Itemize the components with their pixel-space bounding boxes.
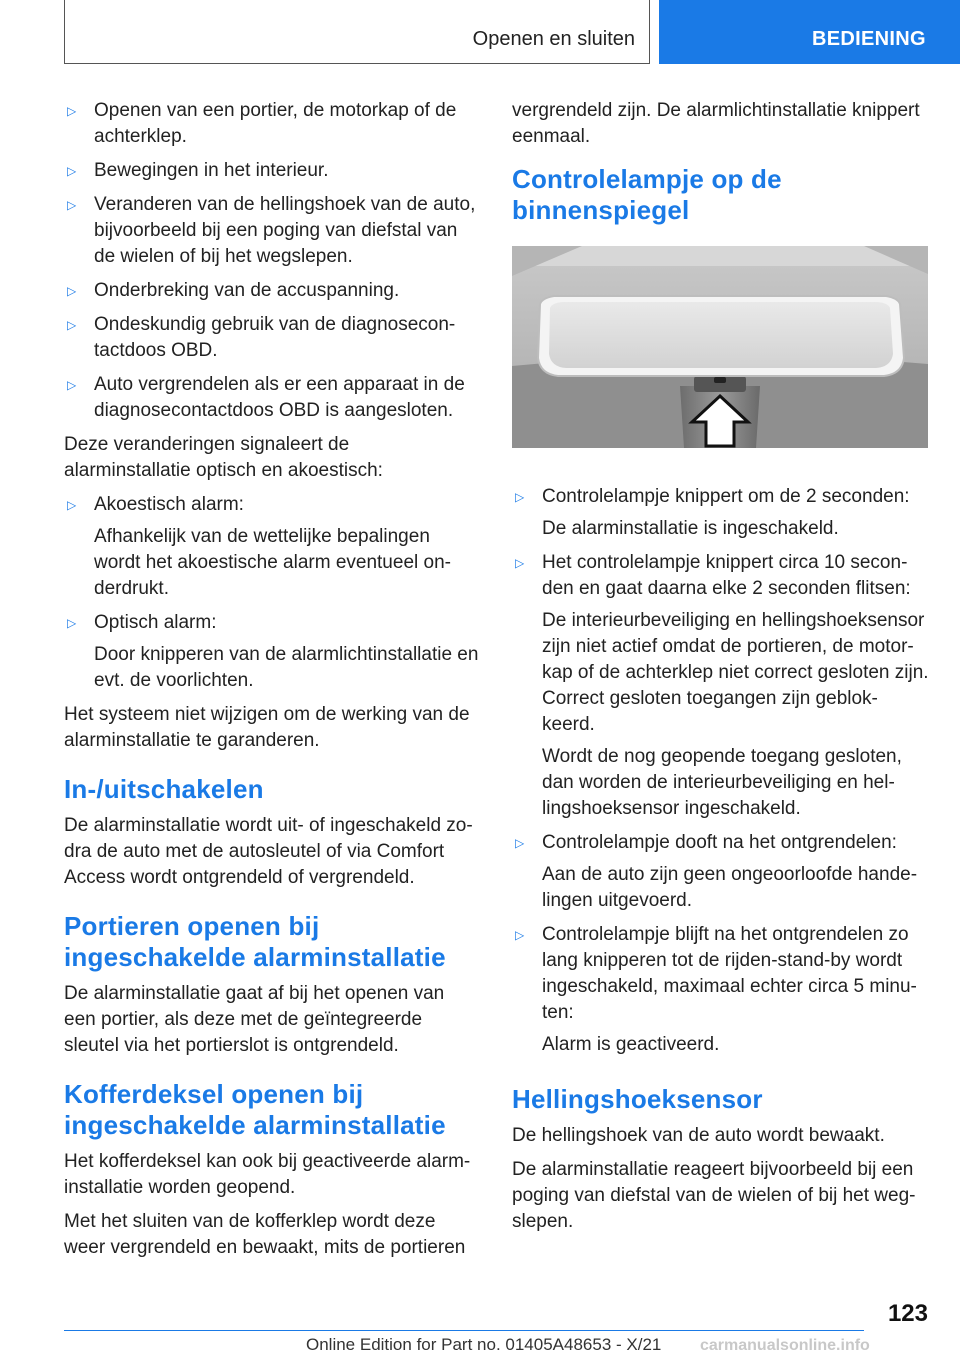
triangle-bullet-icon: ▷: [67, 498, 77, 512]
watermark: carmanualsonline.info: [700, 1337, 870, 1354]
triangle-bullet-icon: ▷: [67, 284, 77, 298]
mirror-illustration: [512, 246, 928, 448]
triangle-bullet-icon: ▷: [67, 198, 77, 212]
list-item: [64, 278, 480, 304]
list-item-detail: De interieurbeveiliging en hellingshoeksensor zijn niet actief omdat de portieren, de motor-kap of de achterklep niet correct gesloten zijn. Correct gesloten toegangen zijn geblok-keerd.: [542, 610, 929, 735]
paragraph: vergrendeld zijn. De alarmlichtinstallatie knippert eenmaal.: [512, 100, 920, 147]
triangle-bullet-icon: ▷: [67, 164, 77, 178]
paragraph: Met het sluiten van de kofferklep wordt deze weer vergrendeld en bewaakt, mits de portieren: [64, 1211, 466, 1258]
paragraph: De alarminstallatie wordt uit- of ingeschakeld zo-dra de auto met de autosleutel of via Comfort Access wordt ontgrendeld of vergrendeld.: [64, 815, 473, 888]
list-item-text: Onderbreking van de accuspanning.: [94, 280, 400, 301]
list-item-detail: Door knipperen van de alarmlichtinstallatie en evt. de voorlichten.: [94, 644, 479, 691]
triangle-bullet-icon: ▷: [67, 378, 77, 392]
list-item-text: Controlelampje knippert om de 2 seconden:: [542, 486, 910, 507]
right-column: [512, 98, 930, 1243]
list-item: [64, 610, 480, 636]
triangle-bullet-icon: ▷: [67, 104, 77, 118]
list-item-text: Controlelampje blijft na het ontgrendelen zo lang knipperen tot de rijden-stand-by wordt ingeschakeld, maximaal echter circa 5 minu-ten:: [542, 924, 917, 1023]
list-item: [512, 484, 930, 510]
list-item: [512, 922, 930, 1026]
list-item: [64, 492, 480, 518]
list-item: [64, 158, 480, 184]
footer-divider: [64, 1330, 864, 1331]
page-number: 123: [887, 1300, 928, 1327]
note-paragraph: Het systeem niet wijzigen om de werking van de alarminstallatie te garanderen.: [64, 704, 470, 751]
list-item: [64, 372, 480, 424]
header-chapter-box: [64, 0, 650, 64]
intro-paragraph: Deze veranderingen signaleert de alarminstallatie optisch en akoestisch:: [64, 434, 383, 481]
edition-text: Online Edition for Part no. 01405A48653 - X/21: [306, 1335, 662, 1354]
paragraph: De alarminstallatie gaat af bij het openen van een portier, als deze met de geïntegreerde sleutel via het portierslot is ontgrendeld.: [64, 983, 445, 1056]
triangle-bullet-icon: ▷: [515, 836, 525, 850]
list-item: [512, 830, 930, 856]
list-item-detail: Wordt de nog geopende toegang gesloten, dan worden de interieurbeveiliging en hel-lingshoeksensor ingeschakeld.: [542, 746, 902, 819]
triangle-bullet-icon: ▷: [515, 490, 525, 504]
list-item: [512, 550, 930, 602]
heading-inuitschakelen: In-/uitschakelen: [64, 774, 264, 804]
triangle-bullet-icon: ▷: [67, 616, 77, 630]
list-item: [64, 98, 480, 150]
list-item-detail: Aan de auto zijn geen ongeoorloofde hande-lingen uitgevoerd.: [542, 864, 918, 911]
heading-controlelampje: Controlelampje op de binnenspiegel: [512, 164, 782, 225]
list-item-text: Veranderen van de hellingshoek van de auto, bijvoorbeeld bij een poging van diefstal van de wielen of bij het wegslepen.: [94, 194, 476, 267]
list-item-text: Auto vergrendelen als er een apparaat in de diagnosecontactdoos OBD is aangesloten.: [94, 374, 465, 421]
list-item-text: Het controlelampje knippert circa 10 secon-den en gaat daarna elke 2 seconden flitsen:: [542, 552, 911, 599]
list-item-text: Bewegingen in het interieur.: [94, 160, 329, 181]
list-item-detail: Alarm is geactiveerd.: [542, 1034, 720, 1055]
list-item-text: Ondeskundig gebruik van de diagnosecon-tactdoos OBD.: [94, 314, 456, 361]
triangle-bullet-icon: ▷: [67, 318, 77, 332]
list-item-detail: Afhankelijk van de wettelijke bepalingen wordt het akoestische alarm eventueel on-derdrukt.: [94, 526, 451, 599]
list-item-text: Openen van een portier, de motorkap of de achterklep.: [94, 100, 457, 147]
paragraph: De alarminstallatie reageert bijvoorbeeld bij een poging van diefstal van de wielen of bij het weg-slepen.: [512, 1159, 916, 1232]
paragraph: Het kofferdeksel kan ook bij geactiveerde alarm-installatie worden geopend.: [64, 1151, 471, 1198]
chapter-title: Openen en sluiten: [472, 28, 635, 50]
heading-portieren-openen: Portieren openen bij ingeschakelde alarminstallatie: [64, 911, 446, 972]
triangle-bullet-icon: ▷: [515, 556, 525, 570]
list-item: [64, 312, 480, 364]
paragraph: De hellingshoek van de auto wordt bewaakt.: [512, 1125, 885, 1146]
section-title: BEDIENING: [812, 28, 926, 50]
heading-kofferdeksel-openen: Kofferdeksel openen bij ingeschakelde alarminstallatie: [64, 1079, 446, 1140]
list-item: [64, 192, 480, 270]
list-item-text: Controlelampje dooft na het ontgrendelen:: [542, 832, 897, 853]
list-item-text: Optisch alarm:: [94, 612, 217, 633]
list-item-detail: De alarminstallatie is ingeschakeld.: [542, 518, 839, 539]
heading-hellingshoeksensor: Hellingshoeksensor: [512, 1084, 763, 1114]
list-item-text: Akoestisch alarm:: [94, 494, 244, 515]
left-column: [64, 98, 480, 1269]
triangle-bullet-icon: ▷: [515, 928, 525, 942]
